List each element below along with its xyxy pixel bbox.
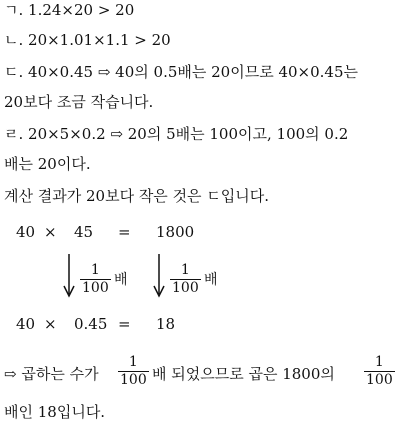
down-arrow-icon (152, 254, 166, 298)
eq-bottom-result: 18 (156, 315, 176, 333)
conclusion-fraction-2 (364, 354, 395, 389)
fraction-left-unit: 배 (114, 272, 128, 288)
eq-bottom-b: 0.45 (74, 315, 108, 333)
fraction-denominator: 100 (172, 280, 199, 296)
down-arrow-icon (62, 254, 76, 298)
statement-d-cont: 배는 20이다. (4, 155, 91, 173)
statement-b: ㄴ. 20×1.01×1.1 > 20 (4, 31, 171, 49)
fraction-denominator: 100 (82, 280, 109, 296)
fraction-numerator: 1 (128, 354, 138, 370)
fraction-numerator: 1 (374, 354, 384, 370)
statement-c-cont: 20보다 조금 작습니다. (4, 93, 154, 111)
eq-top-result: 1800 (156, 223, 195, 241)
eq-top-b: 45 (74, 223, 94, 241)
conclusion-text-3: 배인 18입니다. (4, 403, 106, 421)
fraction-numerator: 1 (180, 262, 190, 278)
statement-d: ㄹ. 20×5×0.2 ⇨ 20의 5배는 100이고, 100의 0.2 (4, 125, 349, 143)
statement-a: ㄱ. 1.24×20 > 20 (4, 1, 135, 19)
statement-c: ㄷ. 40×0.45 ⇨ 40의 0.5배는 20이므로 40×0.45는 (4, 63, 359, 81)
answer-summary: 계산 결과가 20보다 작은 것은 ㄷ입니다. (4, 187, 270, 205)
eq-top-op: × (44, 223, 57, 241)
fraction-denominator: 100 (120, 372, 147, 388)
fraction-left (80, 262, 111, 297)
fraction-right (170, 262, 201, 297)
fraction-numerator: 1 (90, 262, 100, 278)
eq-bottom-eq: = (118, 315, 131, 333)
eq-top-a: 40 (16, 223, 36, 241)
conclusion-text-2: 배 되었으므로 곱은 1800의 (152, 365, 335, 383)
conclusion-text-1: ⇨ 곱하는 수가 (4, 365, 99, 383)
fraction-right-unit: 배 (204, 272, 218, 288)
eq-bottom-a: 40 (16, 315, 36, 333)
eq-top-eq: = (118, 223, 131, 241)
fraction-denominator: 100 (366, 372, 393, 388)
eq-bottom-op: × (44, 315, 57, 333)
conclusion-fraction-1 (118, 354, 149, 389)
